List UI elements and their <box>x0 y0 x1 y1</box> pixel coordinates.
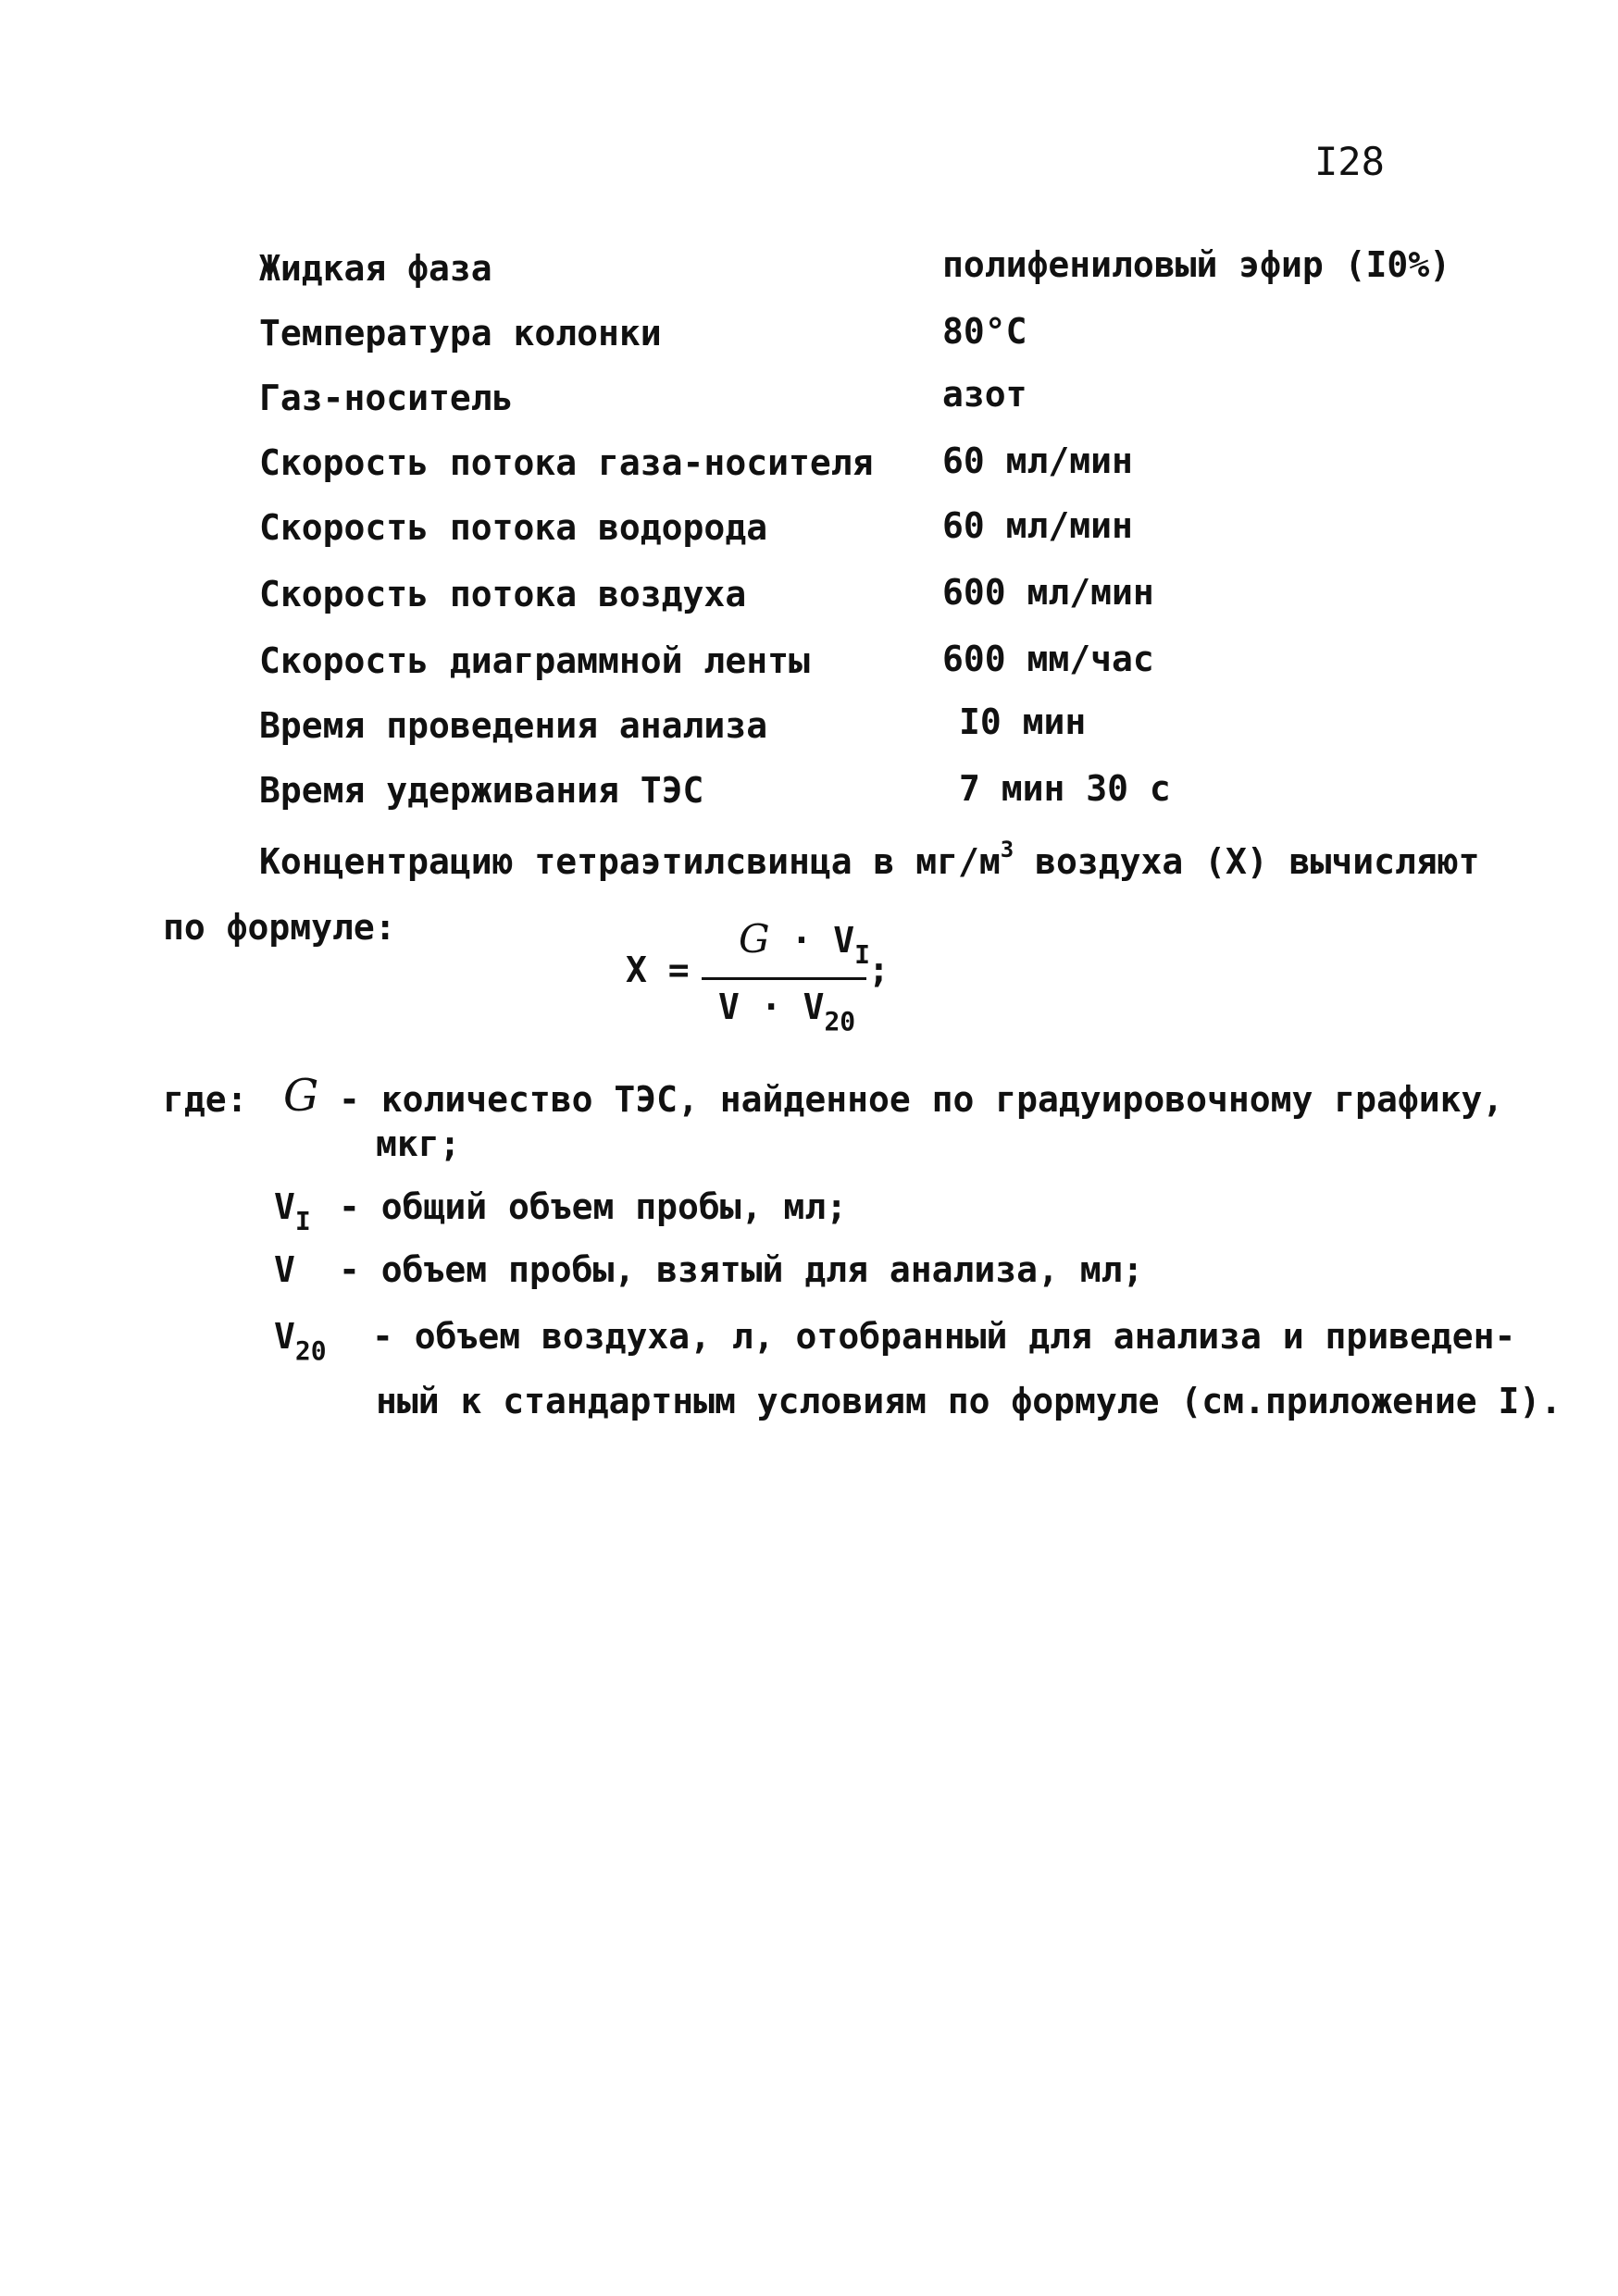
param-label: Жидкая фаза <box>259 248 492 289</box>
formula-v-symbol: V <box>718 987 740 1027</box>
formula-denominator <box>718 987 855 1036</box>
param-label: Газ-носитель <box>259 378 514 418</box>
param-value: 60 мл/мин <box>942 441 1133 481</box>
param-value: 7 мин 30 с <box>959 768 1171 809</box>
param-label: Скорость потока водорода <box>259 507 768 548</box>
formula-g-symbol: G <box>739 916 770 962</box>
intro-superscript: 3 <box>1000 837 1014 863</box>
param-label: Температура колонки <box>259 313 662 354</box>
param-label: Время удерживания ТЭС <box>259 770 704 811</box>
legend-where: где: <box>163 1079 248 1120</box>
legend-text: - объем воздуха, л, отобранный для анализа и приведен- <box>372 1316 1516 1357</box>
legend-symbol: V <box>274 1316 295 1357</box>
param-label: Скорость потока воздуха <box>259 574 747 614</box>
param-label: Скорость потока газа-носителя <box>259 442 874 483</box>
legend-symbol: V <box>274 1249 295 1290</box>
intro-text-before: Концентрацию тетраэтилсвинца в мг/м <box>259 841 1001 882</box>
formula-subscript: 20 <box>824 1006 856 1036</box>
fraction-bar <box>702 977 866 980</box>
param-value: 600 мл/мин <box>942 572 1154 613</box>
legend-subscript: 20 <box>294 1335 327 1366</box>
param-value: азот <box>942 374 1027 415</box>
formula-dot: · <box>760 987 782 1027</box>
intro-line-2: по формуле: <box>163 907 396 948</box>
param-value: 600 мм/час <box>942 639 1154 679</box>
formula-lhs: X = <box>626 949 690 990</box>
legend-text: - количество ТЭС, найденное по градуировочному графику, <box>339 1079 1504 1120</box>
param-value: 80°C <box>942 311 1027 352</box>
legend-text: - объем пробы, взятый для анализа, мл; <box>339 1249 1144 1290</box>
formula-semicolon: ; <box>868 949 890 990</box>
formula-numerator <box>739 916 870 970</box>
param-value: 60 мл/мин <box>942 505 1133 546</box>
param-value: I0 мин <box>959 701 1087 742</box>
legend-text: - общий объем пробы, мл; <box>339 1186 848 1227</box>
legend-subscript: I <box>294 1206 311 1236</box>
page-number: I28 <box>1314 139 1385 184</box>
legend-symbol-group <box>274 1316 327 1366</box>
legend-symbol: G <box>283 1070 319 1122</box>
param-label: Время проведения анализа <box>259 705 768 746</box>
legend-continuation: мкг; <box>376 1123 461 1164</box>
param-label: Скорость диаграммной ленты <box>259 640 810 681</box>
formula-dot: · <box>790 920 813 961</box>
param-value: полифениловый эфир (I0%) <box>942 244 1451 285</box>
formula-subscript: I <box>854 939 870 970</box>
intro-text-after: воздуха (X) вычисляют <box>1014 841 1480 882</box>
legend-continuation: ный к стандартным условиям по формуле (см.приложение I). <box>376 1381 1562 1421</box>
formula-v-symbol: V <box>833 920 855 961</box>
legend-symbol: V <box>274 1186 295 1227</box>
formula-v-symbol: V <box>803 987 825 1027</box>
intro-line-1 <box>259 837 1480 882</box>
legend-symbol-group <box>274 1186 311 1236</box>
